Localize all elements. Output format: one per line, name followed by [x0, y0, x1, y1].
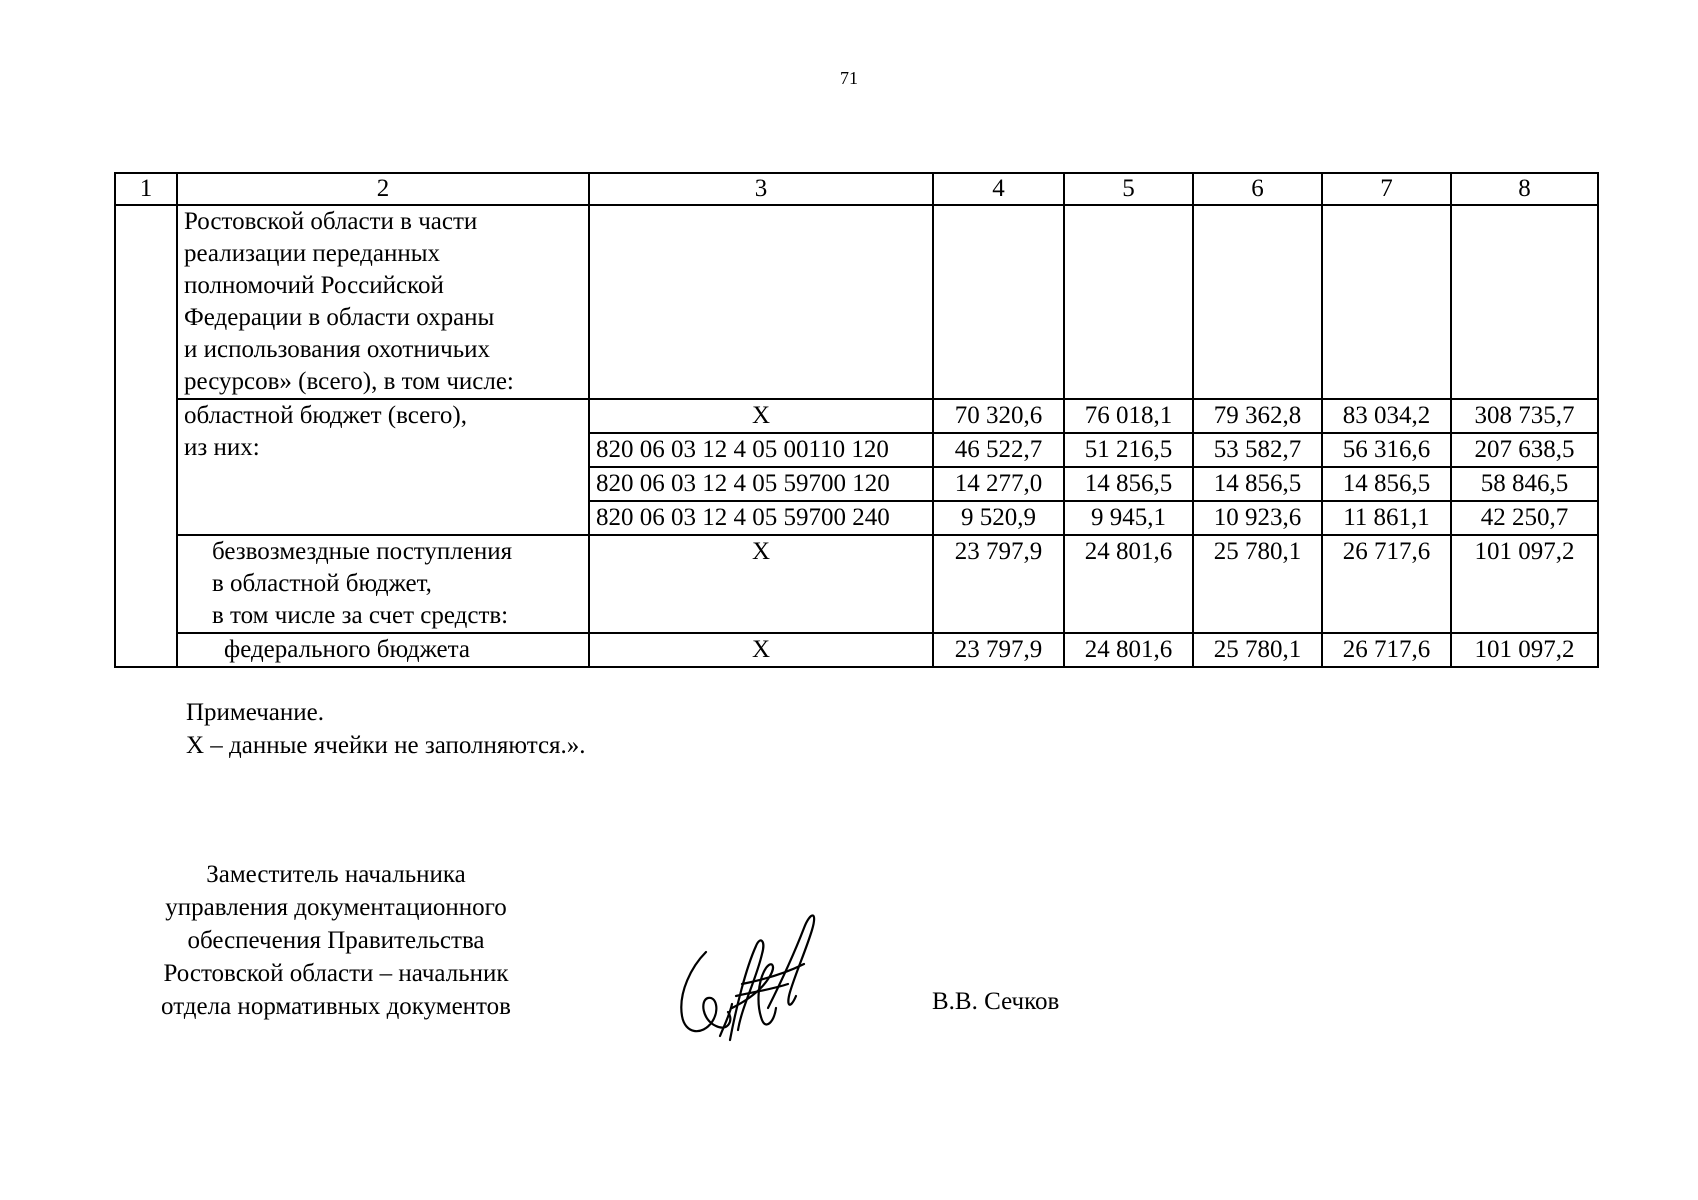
- value-cell: 14 277,0: [933, 467, 1064, 501]
- header-cell: 4: [933, 173, 1064, 205]
- value-cell: 23 797,9: [933, 633, 1064, 667]
- position-line: отдела нормативных документов: [161, 993, 511, 1020]
- value-cell: 101 097,2: [1451, 535, 1598, 633]
- header-cell: 1: [115, 173, 177, 205]
- value-cell: 76 018,1: [1064, 399, 1193, 433]
- budget-code-cell: X: [589, 535, 933, 633]
- table-row: [115, 399, 1598, 433]
- value-cell: 83 034,2: [1322, 399, 1451, 433]
- budget-code-cell: 820 06 03 12 4 05 59700 240: [589, 501, 933, 535]
- value-cell: 24 801,6: [1064, 535, 1193, 633]
- value-cell: 53 582,7: [1193, 433, 1322, 467]
- regional-budget-sublabel: из них:: [184, 434, 260, 461]
- table-row: [115, 633, 1598, 667]
- position-line: Ростовской области – начальник: [163, 960, 509, 987]
- value-cell: 51 216,5: [1064, 433, 1193, 467]
- value-cell: 308 735,7: [1451, 399, 1598, 433]
- value-cell: 70 320,6: [933, 399, 1064, 433]
- value-cell: 14 856,5: [1064, 467, 1193, 501]
- value-cell: 11 861,1: [1322, 501, 1451, 535]
- table-header-row: [115, 173, 1598, 205]
- value-cell: 10 923,6: [1193, 501, 1322, 535]
- description-line: Ростовской области в части: [184, 208, 478, 235]
- note-text: Х – данные ячейки не заполняются.».: [186, 732, 586, 759]
- table-row: [115, 205, 1598, 399]
- empty-cell: [1193, 205, 1322, 399]
- value-cell: 79 362,8: [1193, 399, 1322, 433]
- value-cell: 23 797,9: [933, 535, 1064, 633]
- empty-cell: [1322, 205, 1451, 399]
- header-cell: 2: [177, 173, 589, 205]
- table-row: [115, 535, 1598, 633]
- regional-budget-label: областной бюджет (всего),: [184, 402, 467, 429]
- gratuitous-label-line: в областной бюджет,: [212, 570, 432, 597]
- value-cell: 56 316,6: [1322, 433, 1451, 467]
- empty-cell: [1451, 205, 1598, 399]
- gratuitous-label-line: безвозмездные поступления: [212, 538, 513, 565]
- program-description-cell: [177, 205, 589, 399]
- description-line: и использования охотничьих: [184, 336, 490, 363]
- value-cell: 25 780,1: [1193, 535, 1322, 633]
- position-line: Заместитель начальника: [206, 861, 466, 888]
- signatory-name: В.В. Сечков: [932, 988, 1060, 1015]
- budget-code-cell: 820 06 03 12 4 05 59700 120: [589, 467, 933, 501]
- description-line: реализации переданных: [184, 240, 441, 267]
- empty-cell: [1064, 205, 1193, 399]
- value-cell: 25 780,1: [1193, 633, 1322, 667]
- empty-cell: [589, 205, 933, 399]
- header-cell: 3: [589, 173, 933, 205]
- federal-label-cell: федерального бюджета: [177, 633, 589, 667]
- position-line: обеспечения Правительства: [187, 927, 485, 954]
- note-block: [186, 696, 586, 762]
- budget-table: [114, 172, 1599, 668]
- description-line: полномочий Российской: [184, 272, 444, 299]
- header-cell: 6: [1193, 173, 1322, 205]
- value-cell: 14 856,5: [1322, 467, 1451, 501]
- description-line: ресурсов» (всего), в том числе:: [184, 368, 514, 395]
- value-cell: 14 856,5: [1193, 467, 1322, 501]
- gratuitous-label-cell: [177, 535, 589, 633]
- value-cell: 46 522,7: [933, 433, 1064, 467]
- value-cell: 26 717,6: [1322, 535, 1451, 633]
- value-cell: 58 846,5: [1451, 467, 1598, 501]
- header-cell: 7: [1322, 173, 1451, 205]
- handwritten-signature: [672, 888, 832, 1048]
- header-cell: 5: [1064, 173, 1193, 205]
- value-cell: 9 520,9: [933, 501, 1064, 535]
- position-line: управления документационного: [165, 894, 507, 921]
- description-line: Федерации в области охраны: [184, 304, 495, 331]
- value-cell: 24 801,6: [1064, 633, 1193, 667]
- value-cell: 101 097,2: [1451, 633, 1598, 667]
- budget-code-cell: X: [589, 399, 933, 433]
- gratuitous-label-line: в том числе за счет средств:: [212, 602, 509, 629]
- budget-code-cell: X: [589, 633, 933, 667]
- empty-cell: [933, 205, 1064, 399]
- note-title: Примечание.: [186, 699, 325, 726]
- regional-budget-label-cell: [177, 399, 589, 535]
- value-cell: 9 945,1: [1064, 501, 1193, 535]
- signatory-position: [126, 858, 546, 1023]
- header-cell: 8: [1451, 173, 1598, 205]
- budget-code-cell: 820 06 03 12 4 05 00110 120: [589, 433, 933, 467]
- value-cell: 42 250,7: [1451, 501, 1598, 535]
- value-cell: 26 717,6: [1322, 633, 1451, 667]
- row-number-cell: [115, 205, 177, 667]
- page-number: 71: [840, 68, 858, 88]
- value-cell: 207 638,5: [1451, 433, 1598, 467]
